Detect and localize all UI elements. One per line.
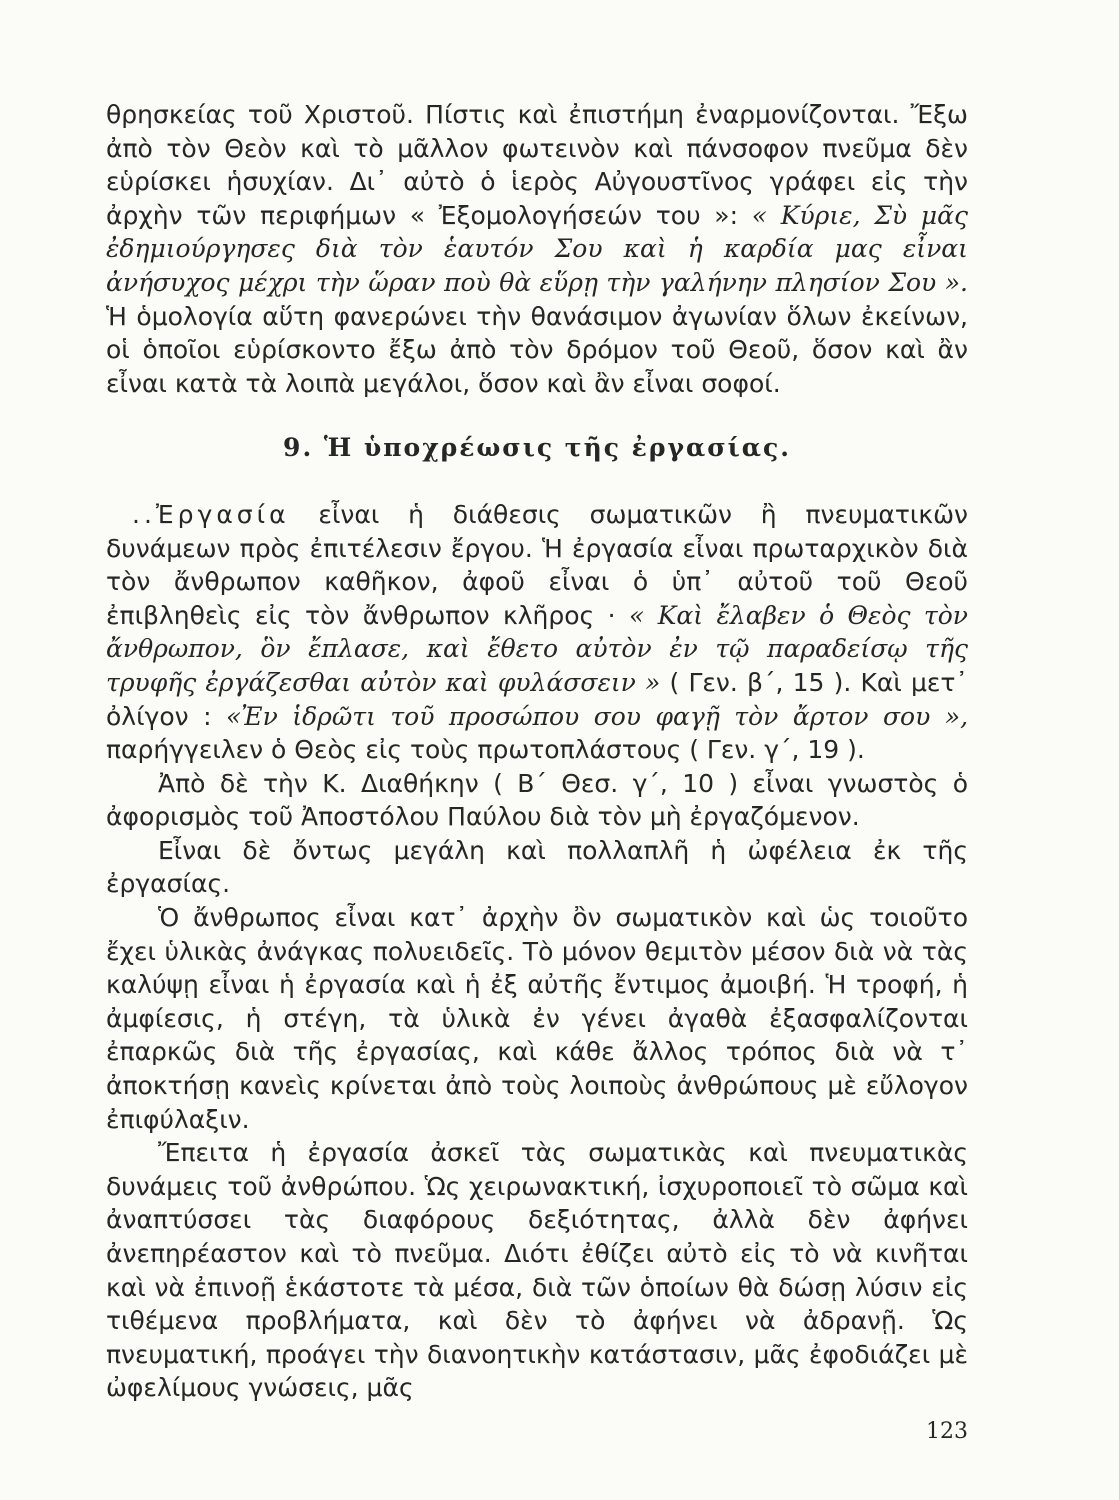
genesis-quote-2: «Ἐν ἱδρῶτι τοῦ προσώπου σου φαγῇ τὸν ἄρτον σου », [226,701,969,731]
spaced-lead-word: ..Ἐργασία [132,499,290,529]
paragraph-benefit: Εἶναι δὲ ὄντως μεγάλη καὶ πολλαπλῆ ἡ ὠφέλεια ἐκ τῆς ἐργασίας. [106,835,968,899]
genesis-quote-1: « Καὶ ἔλαβεν ὁ Θεὸς τὸν ἄνθρωπον, ὃν ἔπλασε, καὶ ἔθετο αὐτὸν ἐν τῷ παραδείσῳ τῆς τρυφῆς ἐργάζεσθαι αὐτὸν καὶ φυλάσσειν » [106,600,968,697]
paragraph-exercise: Ἔπειτα ἡ ἐργασία ἀσκεῖ τὰς σωματικὰς καὶ πνευματικὰς δυνάμεις τοῦ ἀνθρώπου. Ὡς χειρωνακτική, ἰσχυροποιεῖ τὸ σῶμα καὶ ἀναπτύσσει τὰς διαφόρους δεξιότητας, ἀλλὰ δὲν ἀφήνει ἀνεπηρέαστον καὶ τὸ πνεῦμα. Διότι ἐθίζει αὐτὸ εἰς τὸ νὰ κινῆται καὶ νὰ ἐπινοῇ ἑκάστοτε τὰ μέσα, διὰ τῶν ὁποίων θὰ δώσῃ λύσιν εἰς τιθέμενα προβλήματα, καὶ δὲν τὸ ἀφήνει νὰ ἀδρανῇ. Ὡς πνευματική, προάγει τὴν διανοητικὴν κατάστασιν, μᾶς ἐφοδιάζει μὲ ὠφελίμους γνώσεις, μᾶς [106,1138,968,1403]
intro-paragraph: θρησκείας τοῦ Χριστοῦ. Πίστις καὶ ἐπιστήμη ἐναρμονίζονται. Ἔξω ἀπὸ τὸν Θεὸν καὶ τὸ μᾶλλον φωτεινὸν καὶ πάνσοφον πνεῦμα δὲν εὑρίσκει ἡσυχίαν. Δι᾽ αὐτὸ ὁ ἱερὸς Αὐγουστῖνος γράφει εἰς τὴν ἀρχὴν τῶν περιφήμων « Ἐξομολογήσεών του »: « Κύριε, Σὺ μᾶς ἐδημιούργησες διὰ τὸν ἑαυτόν Σου καὶ ἡ καρδία μας εἶναι ἀνήσυχος μέχρι τὴν ὥραν ποὺ θὰ εὕρῃ τὴν γαλήνην πλησίον Σου ». Ἡ ὁμολογία αὕτη φανερώνει τὴν θανάσιμον ἀγωνίαν ὅλων ἐκείνων, οἱ ὁποῖοι εὑρίσκοντο ἔξω ἀπὸ τὸν δρόμον τοῦ Θεοῦ, ὅσον καὶ ἂν εἶναι κατὰ τὰ λοιπὰ μεγάλοι, ὅσον καὶ ἂν εἶναι σοφοί. [106,100,968,398]
paragraph-new-testament: Ἀπὸ δὲ τὴν Κ. Διαθήκην ( Β΄ Θεσ. γ΄, 10 ) εἶναι γνωστὸς ὁ ἀφορισμὸς τοῦ Ἀποστόλου Παύλου διὰ τὸν μὴ ἐργαζόμενον. [106,768,968,832]
section-heading: 9. Ἡ ὑποχρέωσις τῆς ἐργασίας. [283,433,791,463]
paragraph-work-definition: ..Ἐργασία εἶναι ἡ διάθεσις σωματικῶν ἢ πνευματικῶν δυνάμεων πρὸς ἐπιτέλεσιν ἔργου. Ἡ ἐργασία εἶναι πρωταρχικὸν διὰ τὸν ἄνθρωπον καθῆκον, ἀφοῦ εἶναι ὁ ὑπ᾽ αὐτοῦ τοῦ Θεοῦ ἐπιβληθεὶς εἰς τὸν ἄνθρωπον κλῆρος · « Καὶ ἔλαβεν ὁ Θεὸς τὸν ἄνθρωπον, ὃν ἔπλασε, καὶ ἔθετο αὐτὸν ἐν τῷ παραδείσῳ τῆς τρυφῆς ἐργάζεσθαι αὐτὸν καὶ φυλάσσειν » ( Γεν. β΄, 15 ). Καὶ μετ᾽ ὀλίγον : «Ἐν ἱδρῶτι τοῦ προσώπου σου φαγῇ τὸν ἄρτον σου », παρήγγειλεν ὁ Θεὸς εἰς τοὺς πρωτοπλάστους ( Γεν. γ΄, 19 ). [106,499,969,765]
paragraph-material-needs: Ὁ ἄνθρωπος εἶναι κατ᾽ ἀρχὴν ὂν σωματικὸν καὶ ὡς τοιοῦτο ἔχει ὑλικὰς ἀνάγκας πολυειδεῖς. Τὸ μόνον θεμιτὸν μέσον διὰ νὰ τὰς καλύψῃ εἶναι ἡ ἐργασία καὶ ἡ ἐξ αὐτῆς ἔντιμος ἀμοιβή. Ἡ τροφή, ἡ ἀμφίεσις, ἡ στέγη, τὰ ὑλικὰ ἐν γένει ἀγαθὰ ἐξασφαλίζονται ἐπαρκῶς διὰ τῆς ἐργασίας, καὶ κάθε ἄλλος τρόπος διὰ νὰ τ᾽ ἀποκτήσῃ κανεὶς κρίνεται ἀπὸ τοὺς λοιποὺς ἀνθρώπους μὲ εὔλογον ἐπιφύλαξιν. [106,903,968,1134]
augustine-quote: « Κύριε, Σὺ μᾶς ἐδημιούργησες διὰ τὸν ἑαυτόν Σου καὶ ἡ καρδία μας εἶναι ἀνήσυχος μέχρι τὴν ὥραν ποὺ θὰ εὕρῃ τὴν γαλήνην πλησίον Σου ». [106,200,968,297]
page-number: 123 [926,1419,968,1444]
body-text [106,98,968,1405]
